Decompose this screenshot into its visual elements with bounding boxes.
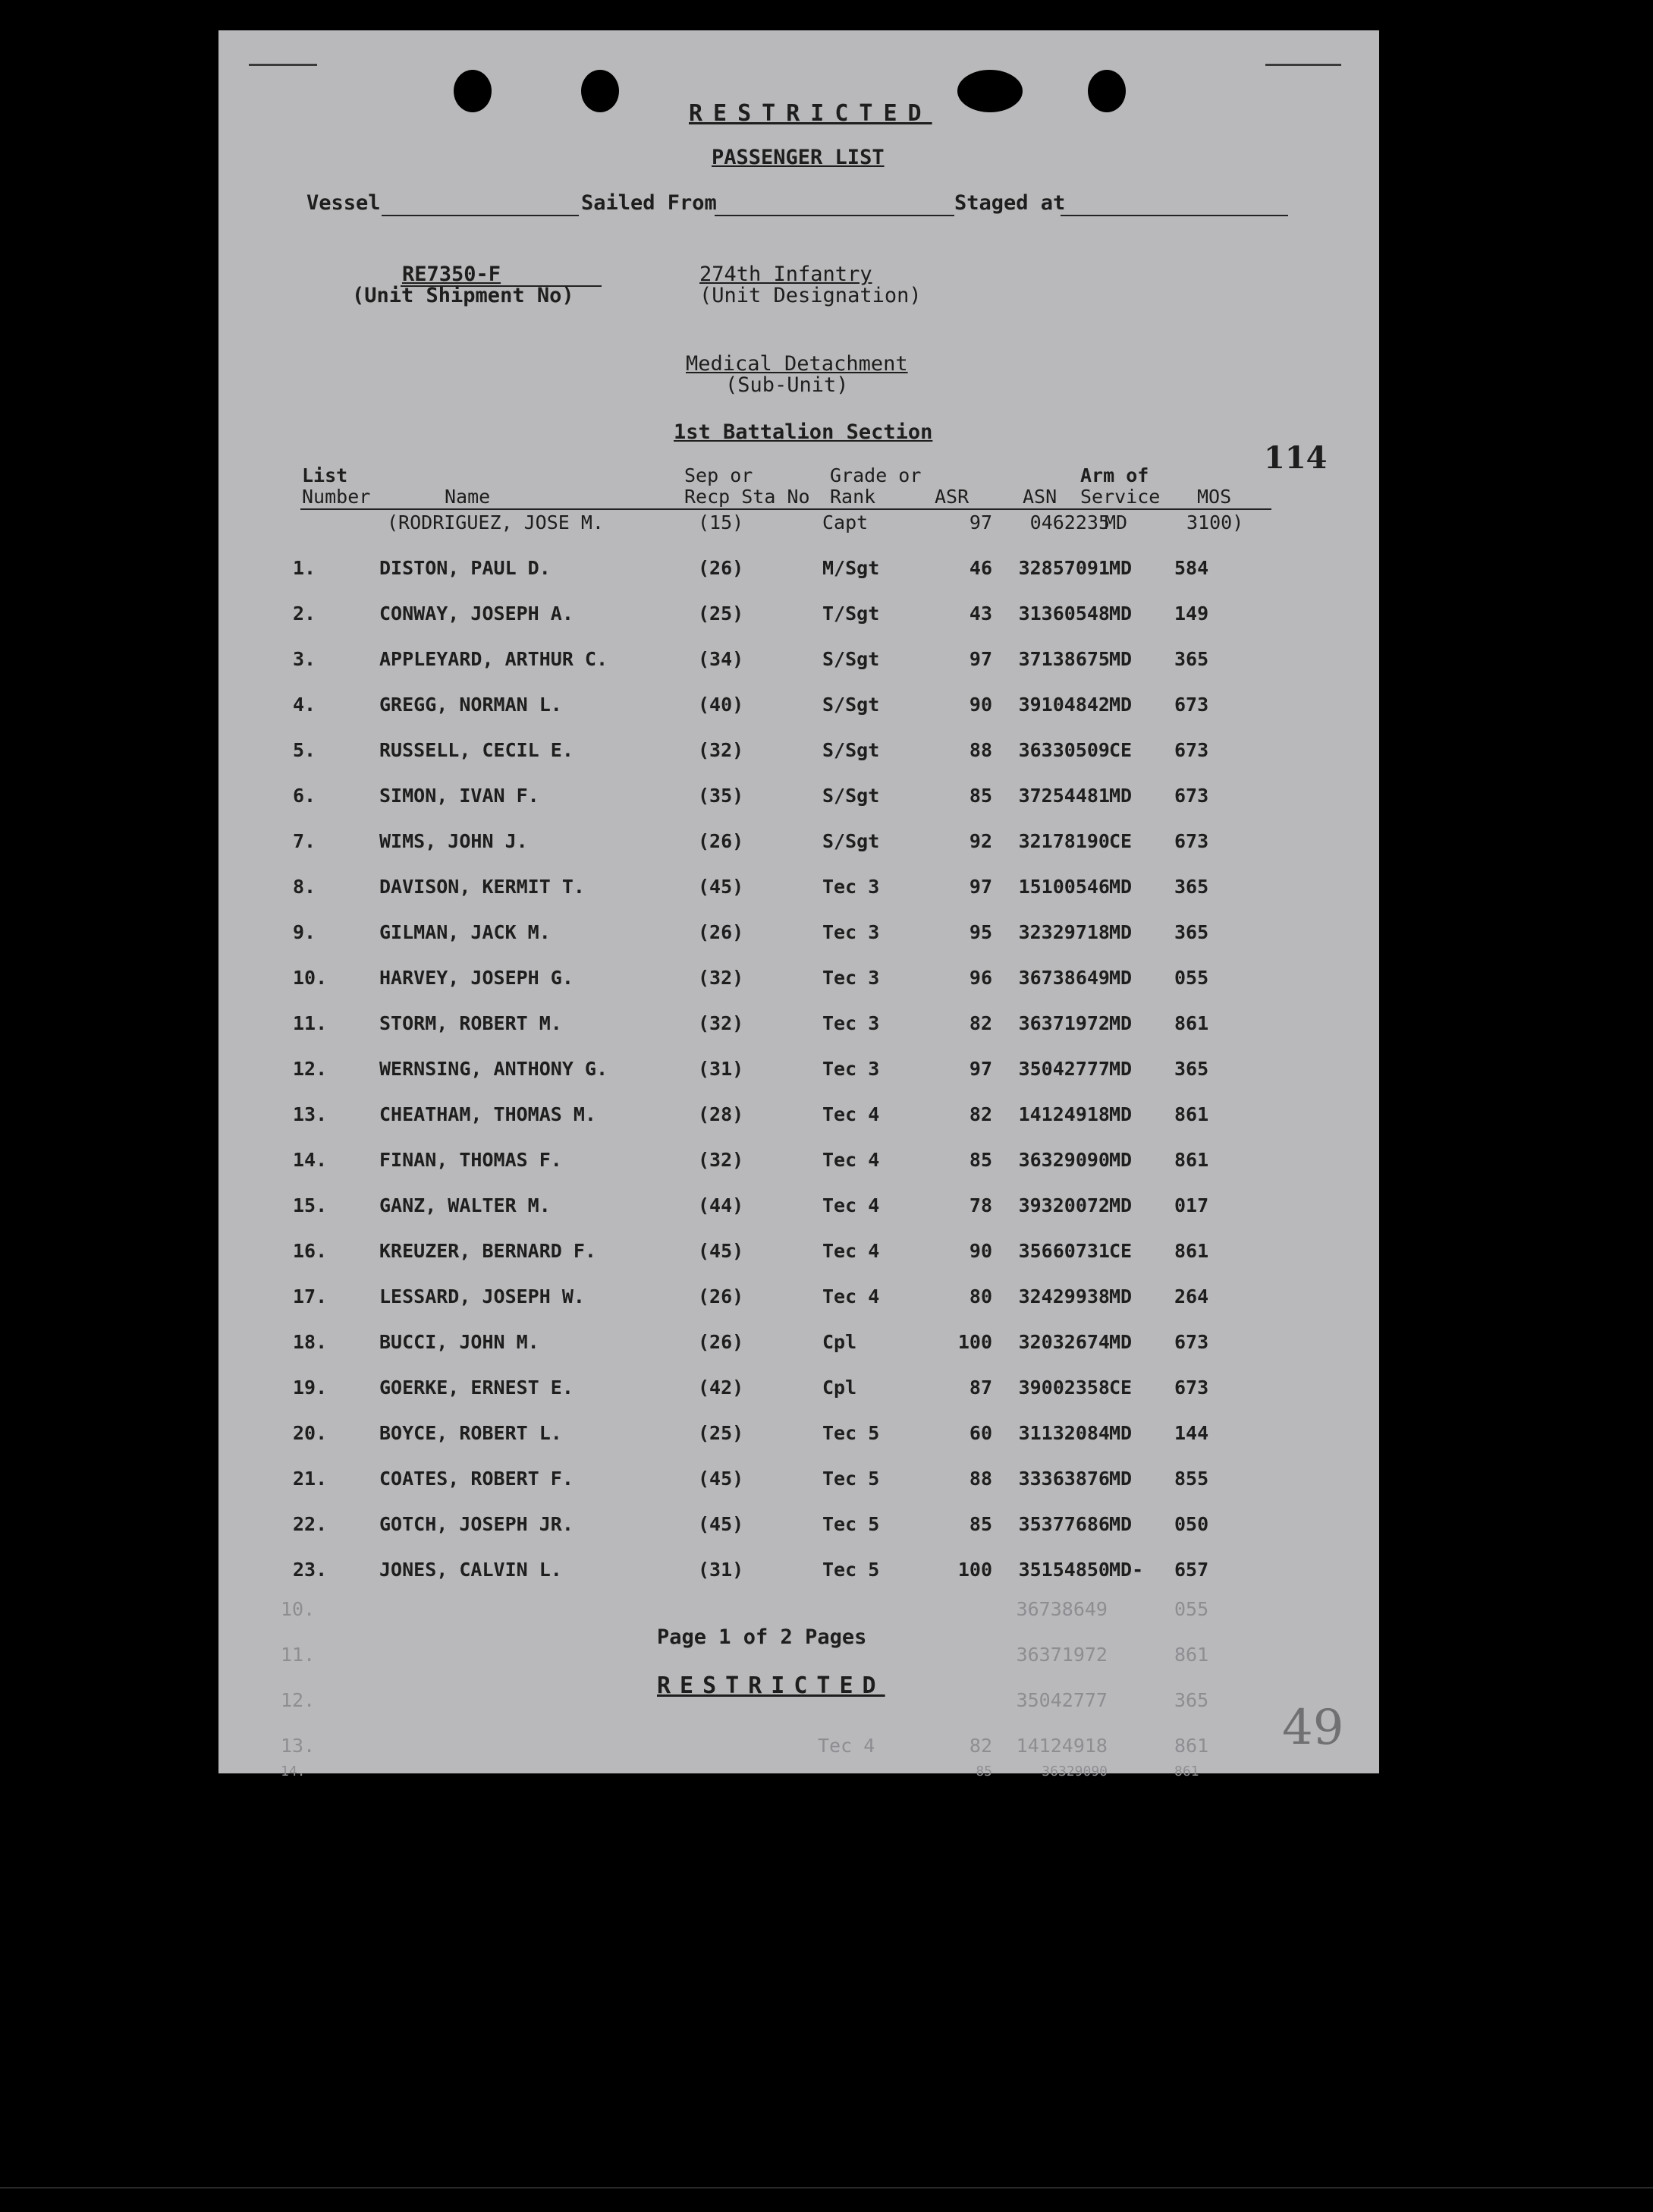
row-arm: CE xyxy=(1109,739,1133,761)
table-row xyxy=(218,557,1379,587)
bleed-through-number: 13. xyxy=(281,1735,316,1757)
unit-designation-caption: (Unit Designation) xyxy=(699,284,922,307)
row-grade: S/Sgt xyxy=(822,739,880,761)
row-number: 6. xyxy=(293,785,316,807)
row-grade: T/Sgt xyxy=(822,603,880,625)
row-mos: 673 xyxy=(1174,1377,1209,1399)
row-number: 1. xyxy=(293,557,316,579)
table-row xyxy=(218,1377,1379,1407)
bleed-through-asn: 36371972 xyxy=(1016,1644,1108,1666)
row-name: CHEATHAM, THOMAS M. xyxy=(379,1103,596,1125)
row-grade: Tec 4 xyxy=(822,1194,880,1216)
row-mos: 861 xyxy=(1174,1103,1209,1125)
row-name: WERNSING, ANTHONY G. xyxy=(379,1058,608,1080)
top-edge-line xyxy=(249,64,317,66)
row-arm: MD xyxy=(1109,1103,1133,1125)
row-asn: 15100546 xyxy=(1018,876,1110,898)
officer-arm: MD xyxy=(1105,511,1128,533)
row-arm: MD- xyxy=(1109,1559,1144,1581)
row-grade: Tec 3 xyxy=(822,967,880,989)
row-mos: 861 xyxy=(1174,1240,1209,1262)
row-asr: 85 xyxy=(969,1149,992,1171)
row-mos: 855 xyxy=(1174,1468,1209,1490)
row-name: GREGG, NORMAN L. xyxy=(379,694,562,716)
table-row xyxy=(218,921,1379,952)
table-row xyxy=(218,1012,1379,1043)
row-grade: Tec 5 xyxy=(822,1468,880,1490)
table-row xyxy=(218,1149,1379,1179)
row-sep: (26) xyxy=(698,830,744,852)
row-mos: 584 xyxy=(1174,557,1209,579)
bleed-through-mos: 861 xyxy=(1174,1644,1209,1666)
row-number: 17. xyxy=(293,1285,328,1307)
row-number: 14. xyxy=(293,1149,328,1171)
scan-bottom-line xyxy=(0,2187,1653,2188)
row-asr: 95 xyxy=(969,921,992,943)
bleed-through-mos: 861 xyxy=(1174,1735,1209,1757)
header-rule xyxy=(300,508,1271,510)
row-number: 22. xyxy=(293,1513,328,1535)
row-asr: 97 xyxy=(969,1058,992,1080)
row-asr: 80 xyxy=(969,1285,992,1307)
col-grade-2: Rank xyxy=(830,486,876,508)
row-grade: Tec 3 xyxy=(822,921,880,943)
row-name: RUSSELL, CECIL E. xyxy=(379,739,574,761)
row-asn: 31360548 xyxy=(1018,603,1110,625)
row-mos: 861 xyxy=(1174,1149,1209,1171)
table-row xyxy=(218,1058,1379,1088)
row-mos: 365 xyxy=(1174,876,1209,898)
row-grade: S/Sgt xyxy=(822,648,880,670)
table-row xyxy=(218,1331,1379,1361)
row-arm: MD xyxy=(1109,648,1133,670)
bleed-through-asn: 36329090 xyxy=(1042,1764,1108,1779)
bleed-through-asn: 35042777 xyxy=(1016,1689,1108,1711)
row-mos: 657 xyxy=(1174,1559,1209,1581)
bleed-through-number: 10. xyxy=(281,1598,316,1620)
row-name: BUCCI, JOHN M. xyxy=(379,1331,539,1353)
row-sep: (26) xyxy=(698,1331,744,1353)
row-sep: (26) xyxy=(698,921,744,943)
row-name: STORM, ROBERT M. xyxy=(379,1012,562,1034)
table-row xyxy=(218,648,1379,678)
row-mos: 144 xyxy=(1174,1422,1209,1444)
row-asn: 36329090 xyxy=(1018,1149,1110,1171)
sub-unit-caption: (Sub-Unit) xyxy=(725,373,849,397)
row-sep: (28) xyxy=(698,1103,744,1125)
row-asn: 39320072 xyxy=(1018,1194,1110,1216)
row-number: 9. xyxy=(293,921,316,943)
bleed-through-mos: 365 xyxy=(1174,1689,1209,1711)
row-asn: 39104842 xyxy=(1018,694,1110,716)
row-name: HARVEY, JOSEPH G. xyxy=(379,967,574,989)
bleed-through-grade: Tec 4 xyxy=(818,1735,875,1757)
bleed-through-mos: 861 xyxy=(1174,1764,1199,1779)
row-asr: 90 xyxy=(969,694,992,716)
table-row xyxy=(218,1240,1379,1270)
row-grade: Tec 5 xyxy=(822,1559,880,1581)
row-asn: 32032674 xyxy=(1018,1331,1110,1353)
page-stamp-number: 114 xyxy=(1264,440,1328,476)
row-mos: 264 xyxy=(1174,1285,1209,1307)
table-row xyxy=(218,876,1379,906)
officer-name: (RODRIGUEZ, JOSE M. xyxy=(387,511,604,533)
row-number: 13. xyxy=(293,1103,328,1125)
row-number: 10. xyxy=(293,967,328,989)
row-grade: S/Sgt xyxy=(822,830,880,852)
page-indicator: Page 1 of 2 Pages xyxy=(657,1625,867,1649)
row-arm: MD xyxy=(1109,1468,1133,1490)
table-row xyxy=(218,603,1379,633)
row-arm: CE xyxy=(1109,1240,1133,1262)
row-sep: (45) xyxy=(698,1468,744,1490)
row-name: SIMON, IVAN F. xyxy=(379,785,539,807)
row-asn: 37138675 xyxy=(1018,648,1110,670)
staged-at-field xyxy=(1061,215,1288,216)
row-number: 4. xyxy=(293,694,316,716)
row-arm: CE xyxy=(1109,1377,1133,1399)
row-name: GILMAN, JACK M. xyxy=(379,921,551,943)
col-sep-1: Sep or xyxy=(684,464,753,486)
row-grade: Cpl xyxy=(822,1377,857,1399)
row-arm: MD xyxy=(1109,921,1133,943)
row-asr: 100 xyxy=(957,1559,992,1581)
row-asn: 35154850 xyxy=(1018,1559,1110,1581)
bleed-through-asn: 36738649 xyxy=(1016,1598,1108,1620)
officer-asr: 97 xyxy=(969,511,992,533)
row-number: 21. xyxy=(293,1468,328,1490)
row-asn: 32429938 xyxy=(1018,1285,1110,1307)
row-sep: (26) xyxy=(698,1285,744,1307)
col-name: Name xyxy=(445,486,491,508)
sailed-from-field xyxy=(715,215,954,216)
row-mos: 673 xyxy=(1174,739,1209,761)
row-grade: Tec 5 xyxy=(822,1513,880,1535)
restricted-footer: RESTRICTED xyxy=(657,1672,885,1699)
unit-shipment-caption: (Unit Shipment No) xyxy=(352,284,574,307)
col-list-1: List xyxy=(302,464,348,486)
section-title: 1st Battalion Section xyxy=(674,420,933,444)
row-name: KREUZER, BERNARD F. xyxy=(379,1240,596,1262)
row-asn: 32857091 xyxy=(1018,557,1110,579)
sub-unit: Medical Detachment xyxy=(686,352,908,376)
table-row xyxy=(218,1194,1379,1225)
row-mos: 050 xyxy=(1174,1513,1209,1535)
row-asr: 82 xyxy=(969,1103,992,1125)
officer-grade: Capt xyxy=(822,511,869,533)
row-arm: MD xyxy=(1109,876,1133,898)
row-number: 19. xyxy=(293,1377,328,1399)
bleed-through-number: 14. xyxy=(281,1764,306,1779)
row-name: GOERKE, ERNEST E. xyxy=(379,1377,574,1399)
row-number: 16. xyxy=(293,1240,328,1262)
bleed-through-mos: 055 xyxy=(1174,1598,1209,1620)
row-asr: 96 xyxy=(969,967,992,989)
top-edge-line xyxy=(1265,64,1341,66)
row-arm: MD xyxy=(1109,785,1133,807)
bleed-through-asr: 85 xyxy=(976,1764,992,1779)
row-arm: MD xyxy=(1109,1012,1133,1034)
row-name: BOYCE, ROBERT L. xyxy=(379,1422,562,1444)
row-name: GOTCH, JOSEPH JR. xyxy=(379,1513,574,1535)
row-number: 18. xyxy=(293,1331,328,1353)
row-sep: (45) xyxy=(698,1240,744,1262)
row-grade: M/Sgt xyxy=(822,557,880,579)
col-arm-1: Arm of xyxy=(1080,464,1149,486)
row-asn: 32178190 xyxy=(1018,830,1110,852)
row-arm: MD xyxy=(1109,603,1133,625)
row-asr: 90 xyxy=(969,1240,992,1262)
handwritten-page-number: 49 xyxy=(1282,1700,1344,1756)
row-sep: (31) xyxy=(698,1058,744,1080)
vessel-label: Vessel xyxy=(306,191,381,215)
row-asr: 43 xyxy=(969,603,992,625)
row-grade: Tec 4 xyxy=(822,1285,880,1307)
row-name: JONES, CALVIN L. xyxy=(379,1559,562,1581)
row-number: 5. xyxy=(293,739,316,761)
document-page xyxy=(218,30,1379,1779)
row-mos: 365 xyxy=(1174,1058,1209,1080)
row-asn: 39002358 xyxy=(1018,1377,1110,1399)
table-row xyxy=(218,1513,1379,1543)
row-number: 7. xyxy=(293,830,316,852)
row-sep: (32) xyxy=(698,1012,744,1034)
punch-hole xyxy=(581,70,619,112)
row-asn: 35042777 xyxy=(1018,1058,1110,1080)
row-asn: 36738649 xyxy=(1018,967,1110,989)
row-mos: 673 xyxy=(1174,1331,1209,1353)
row-number: 23. xyxy=(293,1559,328,1581)
row-asr: 88 xyxy=(969,1468,992,1490)
row-arm: MD xyxy=(1109,1149,1133,1171)
row-asr: 100 xyxy=(957,1331,992,1353)
row-name: FINAN, THOMAS F. xyxy=(379,1149,562,1171)
col-sep-2: Recp Sta No xyxy=(684,486,810,508)
row-asr: 92 xyxy=(969,830,992,852)
officer-sep: (15) xyxy=(698,511,744,533)
col-asn: ASN xyxy=(1023,486,1057,508)
row-asr: 88 xyxy=(969,739,992,761)
row-asr: 97 xyxy=(969,648,992,670)
table-row xyxy=(218,694,1379,724)
row-grade: Tec 3 xyxy=(822,876,880,898)
row-grade: Tec 3 xyxy=(822,1058,880,1080)
punch-hole xyxy=(1088,70,1126,112)
table-row xyxy=(218,739,1379,769)
row-mos: 149 xyxy=(1174,603,1209,625)
row-asn: 33363876 xyxy=(1018,1468,1110,1490)
row-mos: 055 xyxy=(1174,967,1209,989)
col-mos: MOS xyxy=(1197,486,1232,508)
row-name: COATES, ROBERT F. xyxy=(379,1468,574,1490)
row-number: 20. xyxy=(293,1422,328,1444)
restricted-heading: RESTRICTED xyxy=(689,100,932,127)
row-name: APPLEYARD, ARTHUR C. xyxy=(379,648,608,670)
table-row xyxy=(218,967,1379,997)
row-sep: (25) xyxy=(698,1422,744,1444)
col-grade-1: Grade or xyxy=(830,464,922,486)
row-sep: (45) xyxy=(698,1513,744,1535)
row-sep: (32) xyxy=(698,1149,744,1171)
row-arm: CE xyxy=(1109,830,1133,852)
row-name: CONWAY, JOSEPH A. xyxy=(379,603,574,625)
row-arm: MD xyxy=(1109,557,1133,579)
bleed-through-number: 11. xyxy=(281,1644,316,1666)
row-asn: 31132084 xyxy=(1018,1422,1110,1444)
staged-at-label: Staged at xyxy=(954,191,1066,215)
row-arm: MD xyxy=(1109,1422,1133,1444)
punch-hole xyxy=(957,70,1023,112)
row-grade: S/Sgt xyxy=(822,785,880,807)
row-number: 15. xyxy=(293,1194,328,1216)
row-number: 8. xyxy=(293,876,316,898)
row-name: DISTON, PAUL D. xyxy=(379,557,551,579)
table-row xyxy=(218,785,1379,815)
row-arm: MD xyxy=(1109,1331,1133,1353)
row-grade: Tec 4 xyxy=(822,1103,880,1125)
sailed-from-label: Sailed From xyxy=(581,191,717,215)
row-name: GANZ, WALTER M. xyxy=(379,1194,551,1216)
row-grade: Tec 5 xyxy=(822,1422,880,1444)
row-grade: Cpl xyxy=(822,1331,857,1353)
row-name: LESSARD, JOSEPH W. xyxy=(379,1285,585,1307)
row-number: 3. xyxy=(293,648,316,670)
row-sep: (32) xyxy=(698,739,744,761)
row-sep: (34) xyxy=(698,648,744,670)
row-mos: 861 xyxy=(1174,1012,1209,1034)
row-sep: (45) xyxy=(698,876,744,898)
row-asr: 78 xyxy=(969,1194,992,1216)
table-row xyxy=(218,1422,1379,1452)
row-sep: (32) xyxy=(698,967,744,989)
row-asr: 85 xyxy=(969,1513,992,1535)
row-arm: MD xyxy=(1109,694,1133,716)
bleed-through-number: 12. xyxy=(281,1689,316,1711)
row-name: WIMS, JOHN J. xyxy=(379,830,528,852)
row-mos: 673 xyxy=(1174,694,1209,716)
bleed-through-asr: 82 xyxy=(969,1735,992,1757)
col-arm-2: Service xyxy=(1080,486,1161,508)
bleed-through-asn: 14124918 xyxy=(1016,1735,1108,1757)
row-asr: 85 xyxy=(969,785,992,807)
table-row xyxy=(218,830,1379,861)
row-mos: 673 xyxy=(1174,785,1209,807)
row-asr: 82 xyxy=(969,1012,992,1034)
row-number: 11. xyxy=(293,1012,328,1034)
row-asn: 37254481 xyxy=(1018,785,1110,807)
row-sep: (31) xyxy=(698,1559,744,1581)
row-asn: 36371972 xyxy=(1018,1012,1110,1034)
row-mos: 365 xyxy=(1174,921,1209,943)
row-arm: MD xyxy=(1109,1285,1133,1307)
row-grade: Tec 4 xyxy=(822,1149,880,1171)
row-sep: (26) xyxy=(698,557,744,579)
unit-shipment-number: RE7350-F xyxy=(402,263,501,286)
row-sep: (25) xyxy=(698,603,744,625)
row-asn: 35660731 xyxy=(1018,1240,1110,1262)
row-asr: 46 xyxy=(969,557,992,579)
table-row xyxy=(218,1285,1379,1316)
row-asr: 87 xyxy=(969,1377,992,1399)
row-mos: 017 xyxy=(1174,1194,1209,1216)
vessel-field xyxy=(382,215,579,216)
row-asn: 32329718 xyxy=(1018,921,1110,943)
row-arm: MD xyxy=(1109,1194,1133,1216)
table-row xyxy=(218,1103,1379,1134)
row-mos: 673 xyxy=(1174,830,1209,852)
row-number: 12. xyxy=(293,1058,328,1080)
col-list-2: Number xyxy=(302,486,371,508)
row-asn: 36330509 xyxy=(1018,739,1110,761)
row-name: DAVISON, KERMIT T. xyxy=(379,876,585,898)
officer-mos: 3100) xyxy=(1186,511,1244,533)
officer-asn: 0462235 xyxy=(1029,511,1110,533)
punch-hole xyxy=(454,70,492,112)
row-asn: 14124918 xyxy=(1018,1103,1110,1125)
row-sep: (35) xyxy=(698,785,744,807)
table-row xyxy=(218,1559,1379,1589)
table-row-officer xyxy=(218,511,1379,542)
row-number: 2. xyxy=(293,603,316,625)
row-arm: MD xyxy=(1109,1513,1133,1535)
row-sep: (44) xyxy=(698,1194,744,1216)
row-sep: (42) xyxy=(698,1377,744,1399)
table-row xyxy=(218,1468,1379,1498)
row-grade: S/Sgt xyxy=(822,694,880,716)
col-asr: ASR xyxy=(935,486,969,508)
row-asr: 97 xyxy=(969,876,992,898)
row-grade: Tec 3 xyxy=(822,1012,880,1034)
document-title: PASSENGER LIST xyxy=(712,146,885,169)
row-arm: MD xyxy=(1109,967,1133,989)
row-sep: (40) xyxy=(698,694,744,716)
unit-designation: 274th Infantry xyxy=(699,263,872,286)
row-mos: 365 xyxy=(1174,648,1209,670)
row-arm: MD xyxy=(1109,1058,1133,1080)
row-asr: 60 xyxy=(969,1422,992,1444)
row-asn: 35377686 xyxy=(1018,1513,1110,1535)
row-grade: Tec 4 xyxy=(822,1240,880,1262)
